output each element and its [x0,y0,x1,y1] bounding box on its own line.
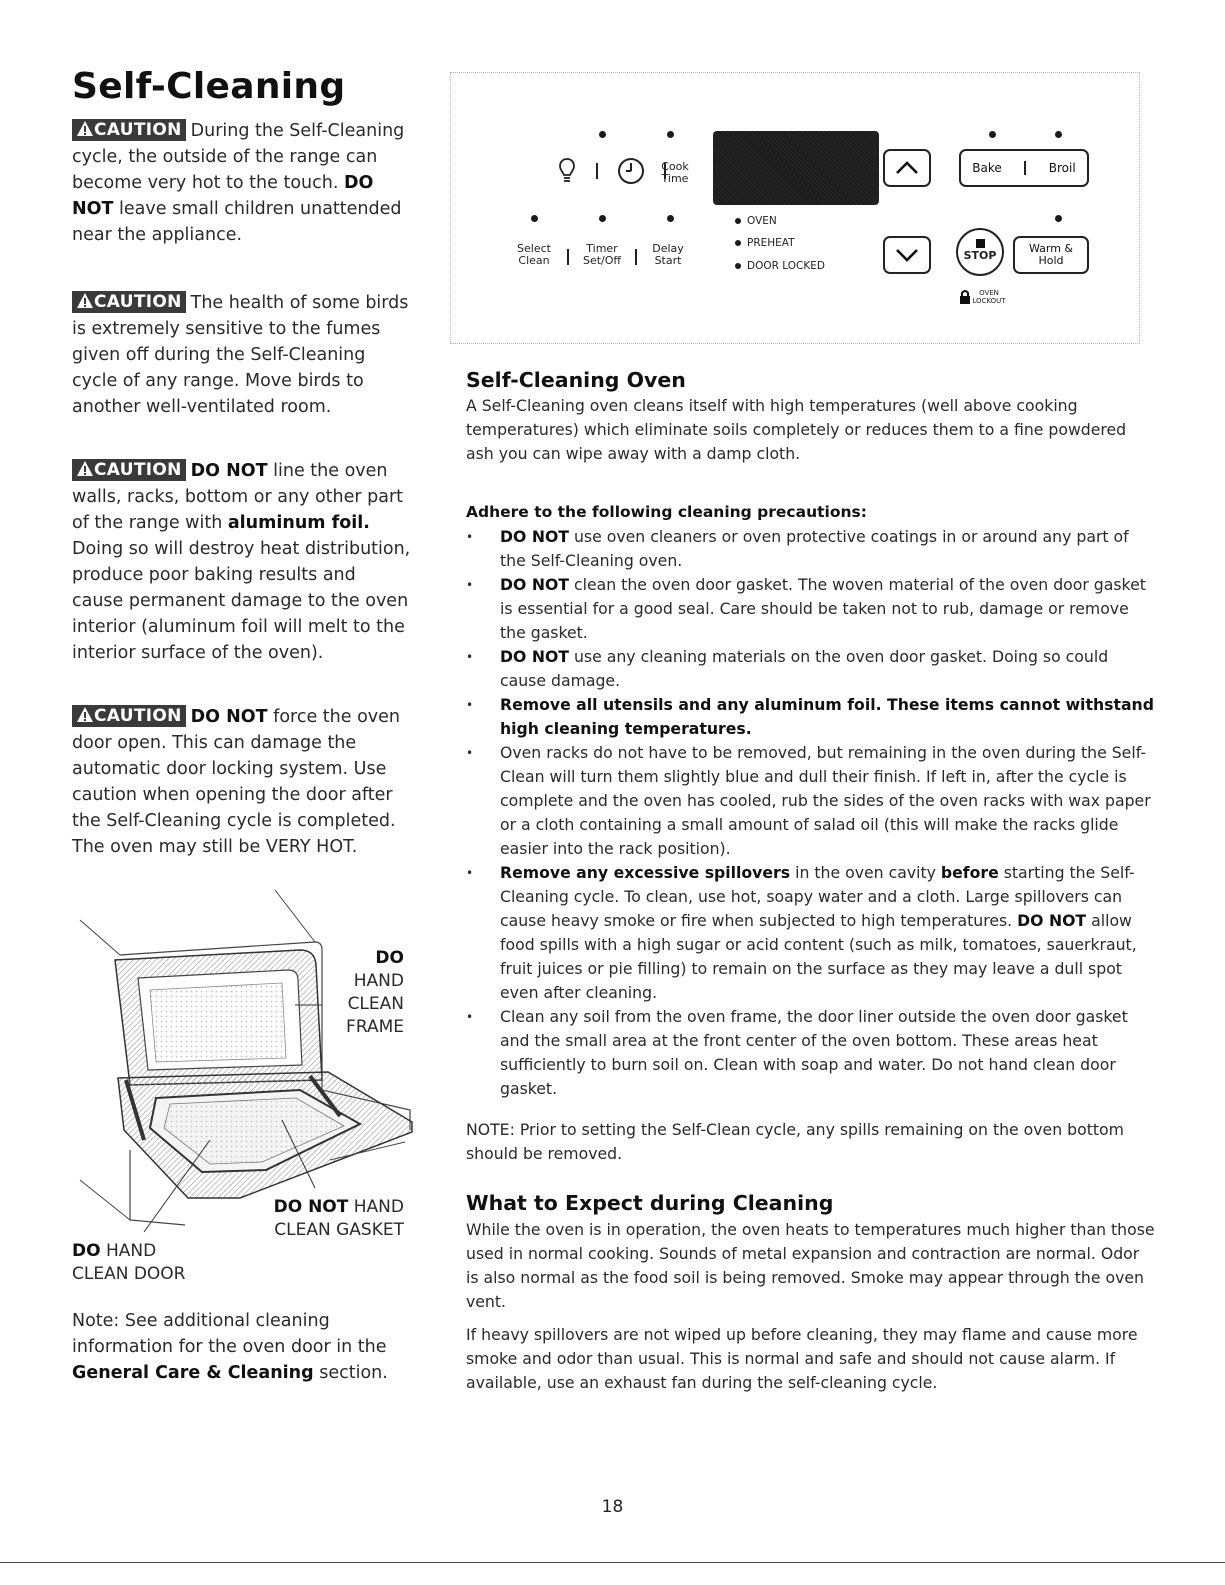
timer-label [575,243,629,267]
broil-label: Broil [1048,161,1076,175]
delay-start-label [645,243,691,267]
callout-door-clean: CLEAN DOOR [72,1264,186,1284]
bold-text: DO NOT [190,461,268,481]
down-arrow-button[interactable] [883,236,931,274]
select-clean-label [511,243,557,267]
key-separator [1024,161,1026,175]
lock-icon [959,289,971,305]
caution-badge [72,705,186,727]
indicator-dot [1055,215,1062,222]
warning-icon [76,292,94,310]
oven-light-icon [559,157,575,185]
indicator-oven-label: OVEN [747,215,777,227]
callout-gasket-clean: CLEAN GASKET [274,1220,404,1240]
indicator-dot [735,263,741,269]
bullet-icon: • [466,530,474,544]
indicator-door-locked [735,260,825,272]
callout-do-not-hand-clean-gasket [264,1196,404,1242]
page-number: 18 [601,1497,624,1517]
text-run: The health of some birds is extremely sensitive to the fumes given off during the Self-Cleaning cycle of any range. Move birds to another well-ventilated room. [72,293,409,417]
what-to-expect-para1: While the oven is in operation, the oven heats to temperatures much higher than those used in normal cooking. Sounds of metal expansion and contraction are normal. Odor is also normal as the food soil is being removed. Smoke may appear through the oven vent. [466,1220,1155,1311]
text-run: Clean any soil from the oven frame, the door liner outside the oven door gasket and the small area at the front center of the oven bottom. These areas heat sufficiently to burn soil on. Clean with soap and water. Do not hand clean door gasket. [500,1007,1128,1098]
precaution-item [466,645,1156,693]
bullet-icon: • [466,746,474,760]
bake-label: Bake [972,161,1002,175]
select-clean-line2: Clean [518,254,550,267]
stop-square-icon [976,239,985,248]
precaution-item [466,693,1156,741]
precaution-item [466,861,1156,1005]
bullet-icon: • [466,698,474,712]
callout-frame-clean: CLEAN [347,994,404,1014]
caution-door [72,704,412,860]
caution-badge [72,119,186,141]
page-title: Self-Cleaning [72,66,346,107]
indicator-dot [989,131,996,138]
separator [635,249,637,265]
bullet-icon: • [466,650,474,664]
section-title-self-cleaning-oven: Self-Cleaning Oven [466,368,686,392]
indicator-oven [735,215,777,227]
page-divider [0,1562,1225,1563]
note-section-link: General Care & Cleaning [72,1363,314,1383]
note-text: Note: See additional cleaning information for the oven door in the [72,1311,387,1357]
text-run: Oven racks do not have to be removed, but remaining in the oven during the Self-Clean will turn them slightly blue and dull their finish. If left in, after the cycle is complete and the oven has cooled, rub the sides of the oven racks with wax paper or a cloth containing a small amount of salad oil (this will make the racks glide easier into the rack position). [500,743,1151,858]
bake-broil-button[interactable] [959,149,1089,187]
indicator-door-locked-label: DOOR LOCKED [747,260,825,272]
indicator-dot [735,218,741,224]
callout-hand-clean-door [72,1240,186,1286]
warning-icon [76,706,94,724]
caution-birds [72,290,412,420]
callout-gasket-do-not: DO NOT [273,1197,349,1217]
text-run: force the oven door open. This can damage the automatic door locking system. Use caution when opening the door after the Self-Cleaning cycle is completed. The oven may still be VERY HOT. [72,707,400,857]
bold-text: DO NOT [500,527,569,546]
bold-text: DO NOT [500,647,569,666]
caution-text [72,707,400,857]
bold-text: Remove all utensils and any aluminum foil. These items cannot withstand high cleaning temperatures. [500,695,1154,738]
up-arrow-button[interactable] [883,149,931,187]
bold-text: DO NOT [72,173,374,219]
text-run: in the oven cavity [790,863,941,882]
chevron-down-icon [895,248,919,262]
callout-frame-hand: HAND [353,971,404,991]
callout-frame-frame: FRAME [346,1017,404,1037]
self-clean-note: NOTE: Prior to setting the Self-Clean cycle, any spills remaining on the oven bottom should be removed. [466,1120,1124,1163]
text-run: During the Self-Cleaning cycle, the outside of the range can become very hot to the touch. [72,121,405,193]
warning-icon [76,460,94,478]
text-run: allow food spills with a high sugar or acid content (such as milk, tomatoes, sauerkraut, fruit juices or pie filling) to remain on the surface as they may leave a dull spot even after cleaning. [500,911,1137,1002]
stop-label: STOP [963,249,997,262]
separator [596,163,598,179]
caution-badge-text: CAUTION [94,292,182,312]
timer-line2: Set/Off [582,254,621,267]
clock-icon [617,157,645,185]
caution-foil [72,458,412,666]
note-tail: section. [313,1363,388,1383]
chevron-up-icon [895,161,919,175]
precaution-list [466,525,1156,1101]
indicator-dot [667,131,674,138]
bullet-icon: • [466,1010,474,1024]
callout-door-hand: HAND [105,1241,157,1261]
bold-text: DO NOT [1017,911,1087,930]
bold-text: before [940,863,999,882]
bold-text: DO NOT [500,575,569,594]
indicator-dot [1055,131,1062,138]
text-run: use oven cleaners or oven protective coatings in or around any part of the Self-Cleaning oven. [500,527,1129,570]
warm-hold-line2: Hold [1038,254,1064,267]
text-run: leave small children unattended near the appliance. [72,199,402,245]
indicator-dot [599,215,606,222]
section-title-what-to-expect: What to Expect during Cleaning [466,1191,834,1215]
caution-badge-text: CAUTION [94,706,182,726]
bold-text: Remove any excessive spillovers [500,863,791,882]
warning-icon [76,120,94,138]
text-run: use any cleaning materials on the oven door gasket. Doing so could cause damage. [500,647,1109,690]
indicator-dot [531,215,538,222]
indicator-dot [735,240,741,246]
control-panel-diagram [450,72,1140,344]
oven-lockout-line1: OVEN [979,289,999,297]
caution-badge-text: CAUTION [94,460,182,480]
precaution-item [466,525,1156,573]
callout-hand-clean-frame [322,947,404,1039]
indicator-preheat [735,237,795,249]
text-run: starting the Self-Cleaning cycle. To clean, use hot, soapy water and a cloth. Large spillovers can cause heavy smoke or fire when subjected to high temperatures. [500,863,1135,930]
note-door-cleaning [72,1308,412,1386]
caution-badge [72,459,186,481]
warm-hold-button[interactable] [1013,236,1089,274]
select-clean-line1: Select [517,242,551,255]
delay-start-line2: Start [654,254,682,267]
text-run: clean the oven door gasket. The woven material of the oven door gasket is essential for a good seal. Care should be taken not to rub, damage or remove the gasket. [500,575,1146,642]
indicator-dot [599,131,606,138]
bold-text: DO NOT [190,707,268,727]
caution-badge [72,291,186,313]
oven-lockout-label [971,289,1007,305]
precautions-heading: Adhere to the following cleaning precautions: [466,503,867,521]
precaution-item [466,741,1156,861]
separator [567,249,569,265]
self-cleaning-intro: A Self-Cleaning oven cleans itself with high temperatures (well above cooking temperatures) which eliminate soils completely or reduces them to a fine powdered ash you can wipe away with a damp cloth. [466,396,1127,463]
bold-text: aluminum foil. [227,513,370,533]
oven-lockout-line2: LOCKOUT [972,297,1006,305]
caution-children [72,118,412,248]
indicator-preheat-label: PREHEAT [747,237,795,249]
cook-time-label [645,161,705,185]
digital-display [713,131,879,205]
text-run: Doing so will destroy heat distribution, produce poor baking results and cause permanent damage to the oven interior (aluminum foil will melt to the interior surface of the oven). [72,539,411,663]
cook-time-line2: Time [661,172,689,185]
caution-badge-text: CAUTION [94,120,182,140]
timer-line1: Timer [586,242,618,255]
indicator-dot [667,215,674,222]
cook-time-line1: Cook [661,160,689,173]
callout-frame-do: DO [375,948,404,968]
callout-gasket-hand: HAND [353,1197,404,1217]
bullet-icon: • [466,866,474,880]
text-run: line the oven walls, racks, bottom or any other part of the range with [72,461,404,533]
precaution-item [466,573,1156,645]
callout-door-do: DO [72,1241,101,1261]
bullet-icon: • [466,578,474,592]
what-to-expect-para2: If heavy spillovers are not wiped up before cleaning, they may flame and cause more smoke and odor than usual. This is normal and safe and should not cause alarm. If available, use an exhaust fan during the self-cleaning cycle. [466,1325,1138,1392]
delay-start-line1: Delay [652,242,684,255]
stop-button[interactable] [956,228,1004,276]
caution-text [72,461,410,663]
precaution-item [466,1005,1156,1101]
open-oven-illustration [60,880,420,1250]
warm-hold-line1: Warm & [1028,242,1074,255]
